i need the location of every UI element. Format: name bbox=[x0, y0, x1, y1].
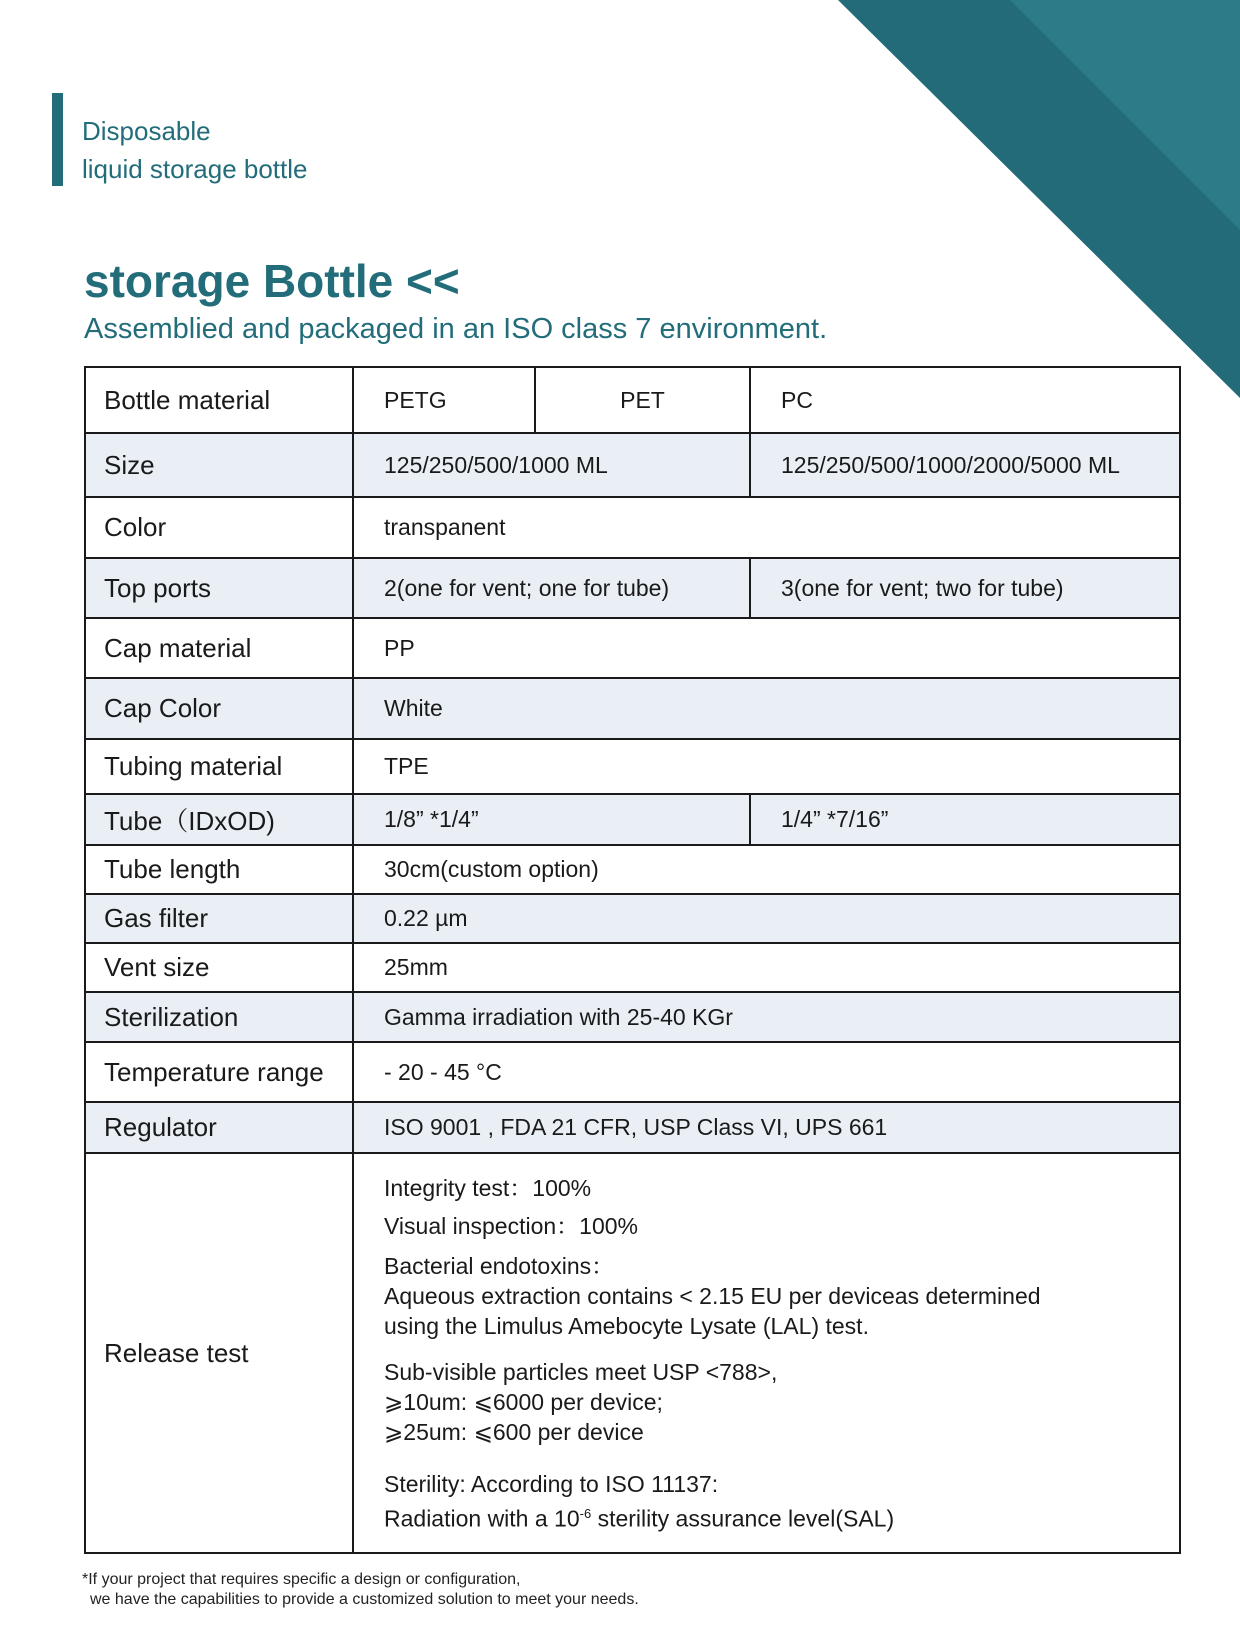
release-endotoxins-line1: Aqueous extraction contains < 2.15 EU per deviceas determined bbox=[384, 1282, 1041, 1309]
value-vent-size: 25mm bbox=[353, 943, 1180, 992]
row-vent-size bbox=[85, 943, 1180, 992]
value-color: transpanent bbox=[353, 497, 1180, 558]
release-sterility-line bbox=[384, 1499, 1179, 1534]
row-bottle-material bbox=[85, 367, 1180, 433]
row-cap-material bbox=[85, 618, 1180, 678]
product-label-line2: liquid storage bottle bbox=[82, 154, 308, 184]
release-particles-line2: ⩾25um: ⩽600 per device bbox=[384, 1418, 644, 1445]
value-tube-length: 30cm(custom option) bbox=[353, 845, 1180, 894]
release-sterility-title: Sterility: According to ISO 11137: bbox=[384, 1470, 719, 1497]
value-top-ports-b: 3(one for vent; two for tube) bbox=[750, 558, 1180, 618]
label-tubing-material: Tubing material bbox=[85, 739, 353, 794]
row-cap-color bbox=[85, 678, 1180, 739]
row-sterilization bbox=[85, 992, 1180, 1042]
value-tube-b: 1/4” *7/16” bbox=[750, 794, 1180, 845]
value-pc: PC bbox=[750, 367, 1180, 433]
label-sterilization: Sterilization bbox=[85, 992, 353, 1042]
value-size-a: 125/250/500/1000 ML bbox=[353, 433, 750, 497]
row-gas-filter bbox=[85, 894, 1180, 943]
product-label-line1: Disposable bbox=[82, 116, 211, 146]
accent-bar bbox=[52, 93, 63, 186]
value-pet: PET bbox=[535, 367, 750, 433]
value-petg: PETG bbox=[353, 367, 535, 433]
label-cap-material: Cap material bbox=[85, 618, 353, 678]
value-temperature-range: - 20 - 45 °C bbox=[353, 1042, 1180, 1102]
spec-table bbox=[84, 366, 1181, 1554]
footnote-line1: *If your project that requires specific a design or configuration, bbox=[82, 1571, 521, 1588]
row-regulator bbox=[85, 1102, 1180, 1153]
label-gas-filter: Gas filter bbox=[85, 894, 353, 943]
row-color bbox=[85, 497, 1180, 558]
value-gas-filter: 0.22 µm bbox=[353, 894, 1180, 943]
row-temperature-range bbox=[85, 1042, 1180, 1102]
label-size: Size bbox=[85, 433, 353, 497]
sterility-prefix: Radiation with a 10 bbox=[384, 1505, 580, 1532]
label-release-test: Release test bbox=[85, 1153, 353, 1553]
row-top-ports bbox=[85, 558, 1180, 618]
release-particles-line1: ⩾10um: ⩽6000 per device; bbox=[384, 1388, 663, 1415]
label-vent-size: Vent size bbox=[85, 943, 353, 992]
value-tube-a: 1/8” *1/4” bbox=[353, 794, 750, 845]
label-tube-length: Tube length bbox=[85, 845, 353, 894]
release-endotoxins-title: Bacterial endotoxins： bbox=[384, 1252, 615, 1279]
label-color: Color bbox=[85, 497, 353, 558]
label-tube: Tube（IDxOD) bbox=[85, 794, 353, 845]
value-cap-material: PP bbox=[353, 618, 1180, 678]
page-title: storage Bottle << bbox=[84, 255, 460, 307]
label-temperature-range: Temperature range bbox=[85, 1042, 353, 1102]
row-tubing-material bbox=[85, 739, 1180, 794]
value-cap-color: White bbox=[353, 678, 1180, 739]
label-regulator: Regulator bbox=[85, 1102, 353, 1153]
sterility-exponent: -6 bbox=[579, 1505, 592, 1521]
label-cap-color: Cap Color bbox=[85, 678, 353, 739]
value-release-test bbox=[353, 1153, 1180, 1553]
product-label bbox=[82, 112, 307, 188]
row-tube-length bbox=[85, 845, 1180, 894]
release-endotoxins-line2: using the Limulus Amebocyte Lysate (LAL) test. bbox=[384, 1312, 869, 1339]
page-subtitle: Assemblied and packaged in an ISO class 7 environment. bbox=[84, 313, 828, 345]
row-size bbox=[85, 433, 1180, 497]
label-top-ports: Top ports bbox=[85, 558, 353, 618]
value-tubing-material: TPE bbox=[353, 739, 1180, 794]
row-tube bbox=[85, 794, 1180, 845]
release-integrity: Integrity test：100% bbox=[384, 1174, 592, 1201]
value-size-b: 125/250/500/1000/2000/5000 ML bbox=[750, 433, 1180, 497]
release-particles-title: Sub-visible particles meet USP <788>, bbox=[384, 1358, 778, 1385]
value-top-ports-a: 2(one for vent; one for tube) bbox=[353, 558, 750, 618]
footnote bbox=[82, 1570, 639, 1610]
footnote-line2: we have the capabilities to provide a customized solution to meet your needs. bbox=[90, 1591, 639, 1608]
release-visual: Visual inspection：100% bbox=[384, 1212, 639, 1239]
value-regulator: ISO 9001 , FDA 21 CFR, USP Class VI, UPS 661 bbox=[353, 1102, 1180, 1153]
sterility-suffix: sterility assurance level(SAL) bbox=[591, 1505, 895, 1532]
label-bottle-material: Bottle material bbox=[85, 367, 353, 433]
value-sterilization: Gamma irradiation with 25-40 KGr bbox=[353, 992, 1180, 1042]
row-release-test bbox=[85, 1153, 1180, 1553]
